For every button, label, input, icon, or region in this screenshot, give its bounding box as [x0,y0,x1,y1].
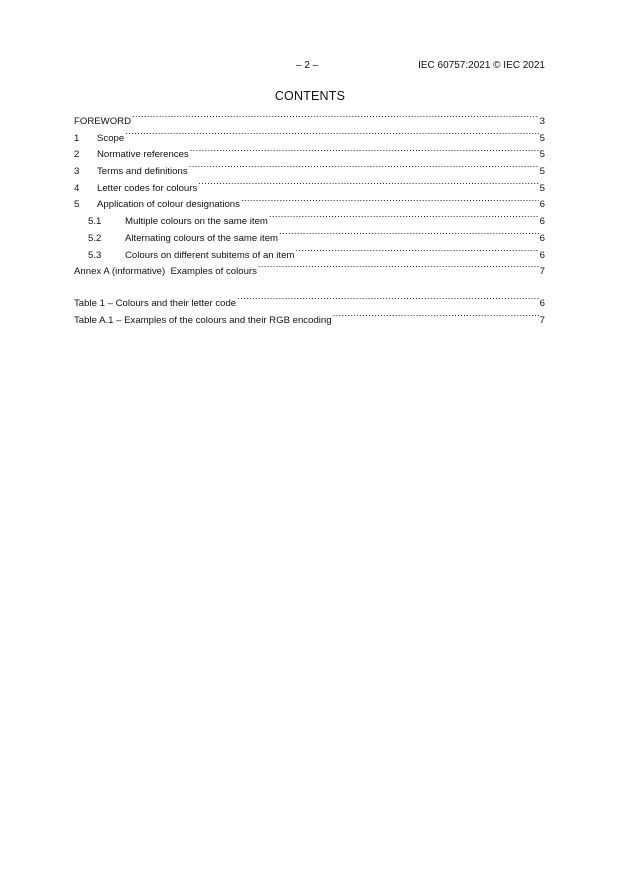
toc-entry-title: Application of colour designations [97,199,240,211]
toc-entry-page: 6 [539,199,545,211]
table-of-contents [74,112,545,279]
toc-entry-multiple-colours[interactable] [74,212,545,229]
toc-entry-terms-and-definitions[interactable] [74,162,545,179]
toc-entry-number: 5.3 [88,249,102,261]
dot-leader [333,311,539,323]
toc-entry-annex-a[interactable] [74,262,545,279]
dot-leader [189,162,539,174]
dot-leader [198,179,538,191]
toc-entry-title: Scope [97,132,125,144]
table-entry-page: 7 [539,314,545,326]
toc-entry-title: Normative references [97,149,189,161]
toc-entry-subitem-colours[interactable] [74,246,545,263]
toc-entry-page: 6 [539,216,545,228]
toc-entry-number: 5.2 [88,232,102,244]
toc-entry-foreword[interactable] [74,112,545,129]
dot-leader [132,112,539,124]
table-entry-title: Table A.1 – Examples of the colours and their RGB encoding [74,314,332,326]
table-entry-page: 6 [539,298,545,309]
toc-entry-number: 5 [74,199,80,211]
page-header [0,60,620,74]
dot-leader [269,212,539,224]
dot-leader [241,195,539,207]
toc-entry-number: 5.1 [88,216,102,228]
toc-entry-alternating-colours[interactable] [74,229,545,246]
toc-entry-title: Multiple colours on the same item [125,216,268,228]
toc-entry-scope[interactable] [74,129,545,146]
dot-leader [279,229,539,241]
toc-entry-number: 4 [74,182,80,194]
toc-entry-page: 5 [539,149,545,161]
toc-entry-page: 3 [539,116,545,127]
toc-entry-application[interactable] [74,195,545,212]
toc-entry-title: Annex A (informative) Examples of colours [74,266,257,278]
toc-entry-page: 6 [539,232,545,244]
dot-leader [295,246,538,258]
dot-leader [258,262,539,274]
toc-entry-title: Colours on different subitems of an item [125,249,295,261]
toc-entry-number: 2 [74,149,80,161]
toc-entry-title: Letter codes for colours [97,182,198,194]
dot-leader [190,145,539,157]
dot-leader [125,129,538,141]
page-number: – 2 – [296,60,319,71]
table-list-entry-table-1[interactable] [74,294,545,311]
toc-entry-normative-references[interactable] [74,145,545,162]
toc-entry-title: Terms and definitions [97,166,188,178]
toc-entry-number: 3 [74,166,80,178]
toc-entry-page: 7 [539,266,545,278]
table-list-entry-table-a1[interactable] [74,311,545,328]
contents-heading: CONTENTS [274,89,346,103]
list-of-tables [74,294,545,327]
toc-entry-letter-codes[interactable] [74,179,545,196]
toc-entry-title: FOREWORD [74,116,132,127]
toc-entry-page: 6 [539,249,545,261]
toc-entry-page: 5 [539,166,545,178]
toc-entry-title: Alternating colours of the same item [125,232,279,244]
dot-leader [237,294,539,306]
document-reference: IEC 60757:2021 © IEC 2021 [418,60,545,71]
table-entry-title: Table 1 – Colours and their letter code [74,298,237,309]
toc-entry-number: 1 [74,132,80,144]
toc-entry-page: 5 [539,182,545,194]
toc-entry-page: 5 [539,132,545,144]
